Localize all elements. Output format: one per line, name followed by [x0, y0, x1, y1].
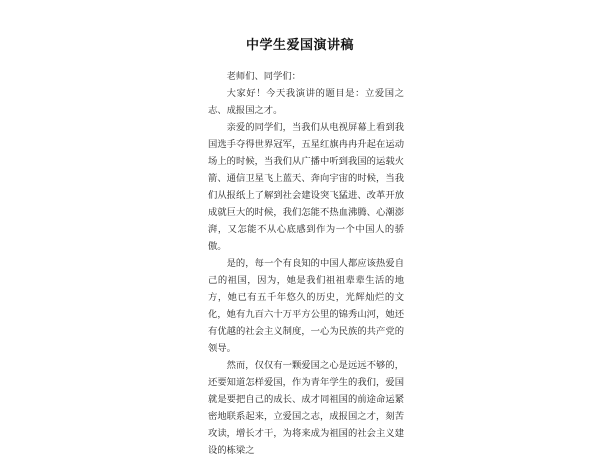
paragraph: 亲爱的同学们，当我们从电视屏幕上看到我国选手夺得世界冠军，五星红旗冉冉升起在运动场上的时候，当我们从广播中听到我国的运载火箭、通信卫星飞上蓝天、奔向宇宙的时候，当我们从报纸上了解到社会建设突飞猛进、改革开放成就巨大的时候，我们怎能不热血沸腾、心潮澎湃，又怎能不从心底感到作为一个中国人的骄傲。 [208, 122, 404, 252]
paragraph: 然而，仅仅有一颗爱国之心是远远不够的，还要知道怎样爱国，作为青年学生的我们，爱国就是要把自己的成长、成才同祖国的前途命运紧密地联系起来，立爱国之志，成报国之才，刻苦攻读，增长才干，为将来成为祖国的社会主义建设的栋梁之 [208, 360, 404, 456]
paragraph: 是的，每一个有良知的中国人都应该热爱自己的祖国，因为，她是我们祖祖辈辈生活的地方，她已有五千年悠久的历史，光辉灿烂的文化，她有九百六十万平方公里的锦秀山河，她还有优越的社会主义制度，一心为民族的共产党的领导。 [208, 258, 404, 354]
speech-title: 中学生爱国演讲稿 [245, 38, 354, 53]
paragraph: 大家好！今天我演讲的题目是：立爱国之志、成报国之才。 [208, 88, 404, 116]
speech-body [208, 68, 404, 459]
greeting-line: 老师们、同学们： [226, 71, 301, 82]
